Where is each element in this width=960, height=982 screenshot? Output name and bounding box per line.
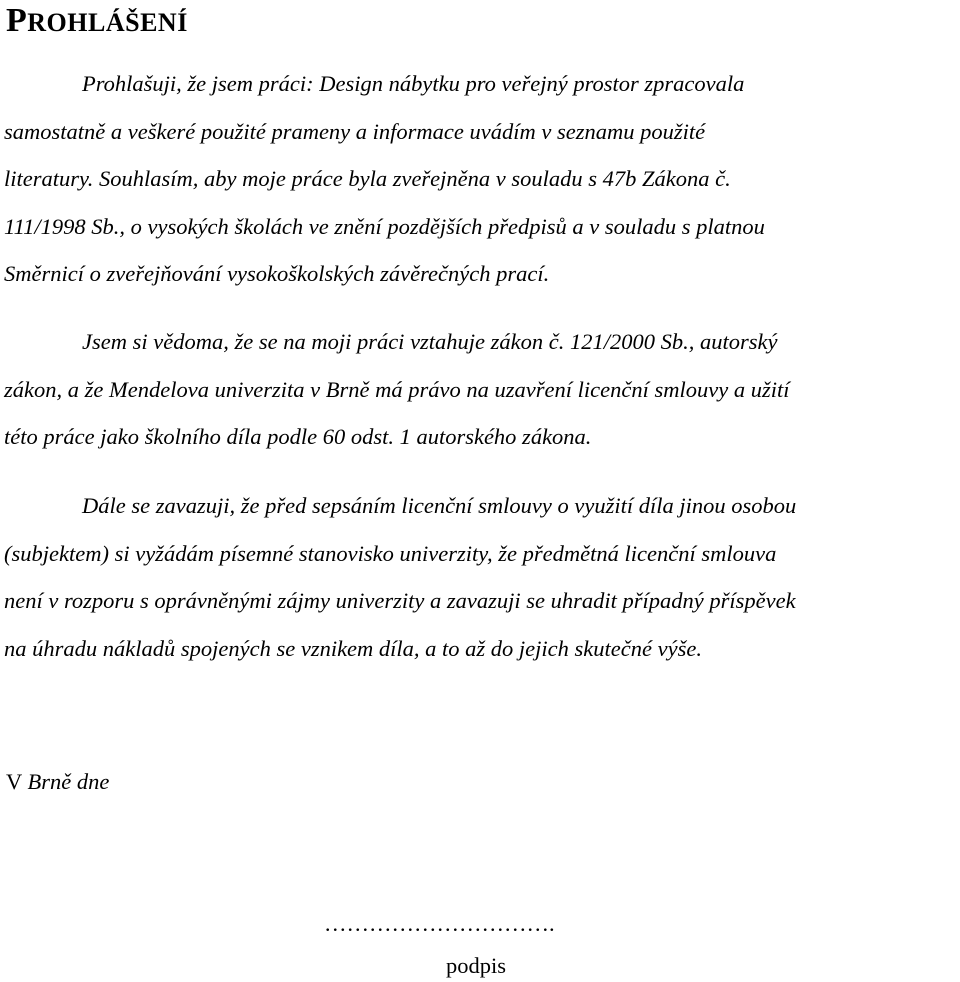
place-prefix: V — [6, 769, 22, 794]
declaration-paragraph-1 — [4, 60, 956, 298]
paragraph-1-line-4: 111/1998 Sb., o vysokých školách ve znění pozdějších předpisů a v souladu s platnou — [4, 213, 765, 239]
declaration-paragraph-3 — [4, 482, 956, 672]
document-title — [6, 2, 188, 40]
paragraph-2-line-2: zákon, a že Mendelova univerzita v Brně má právo na uzavření licenční smlouvy a užití — [4, 376, 790, 402]
paragraph-1-line-2: samostatně a veškeré použité prameny a informace uvádím v seznamu použité — [4, 118, 706, 144]
paragraph-1-line-1: Prohlašuji, že jsem práci: Design nábytku pro veřejný prostor zpracovala — [82, 71, 745, 96]
title-initial: P — [6, 2, 28, 39]
paragraph-3-line-1: Dále se zavazuji, že před sepsáním licenční smlouvy o využití díla jinou osobou — [82, 493, 797, 518]
paragraph-2-line-3: této práce jako školního díla podle 60 odst. 1 autorského zákona. — [4, 424, 592, 450]
declaration-paragraph-2 — [4, 318, 956, 461]
place-and-date — [6, 764, 109, 800]
paragraph-1-line-3: literatury. Souhlasím, aby moje práce byla zveřejněna v souladu s 47b Zákona č. — [4, 166, 731, 192]
place-city: Brně dne — [27, 769, 110, 794]
paragraph-3-line-4: na úhradu nákladů spojených se vznikem díla, a to až do jejich skutečné výše. — [4, 635, 702, 661]
title-rest: ROHLÁŠENÍ — [27, 8, 188, 37]
paragraph-1-line-5: Směrnicí o zveřejňování vysokoškolských závěrečných prací. — [4, 261, 550, 287]
paragraph-3-line-3: není v rozporu s oprávněnými zájmy univerzity a zavazuji se uhradit případný příspěvek — [4, 588, 796, 614]
paragraph-3-line-2: (subjektem) si vyžádám písemné stanovisko univerzity, že předmětná licenční smlouva — [4, 540, 777, 566]
paragraph-2-line-1: Jsem si vědoma, že se na moji práci vztahuje zákon č. 121/2000 Sb., autorský — [82, 329, 778, 354]
signature-line: …………………………. — [324, 911, 555, 936]
signature-label: podpis — [446, 953, 507, 978]
